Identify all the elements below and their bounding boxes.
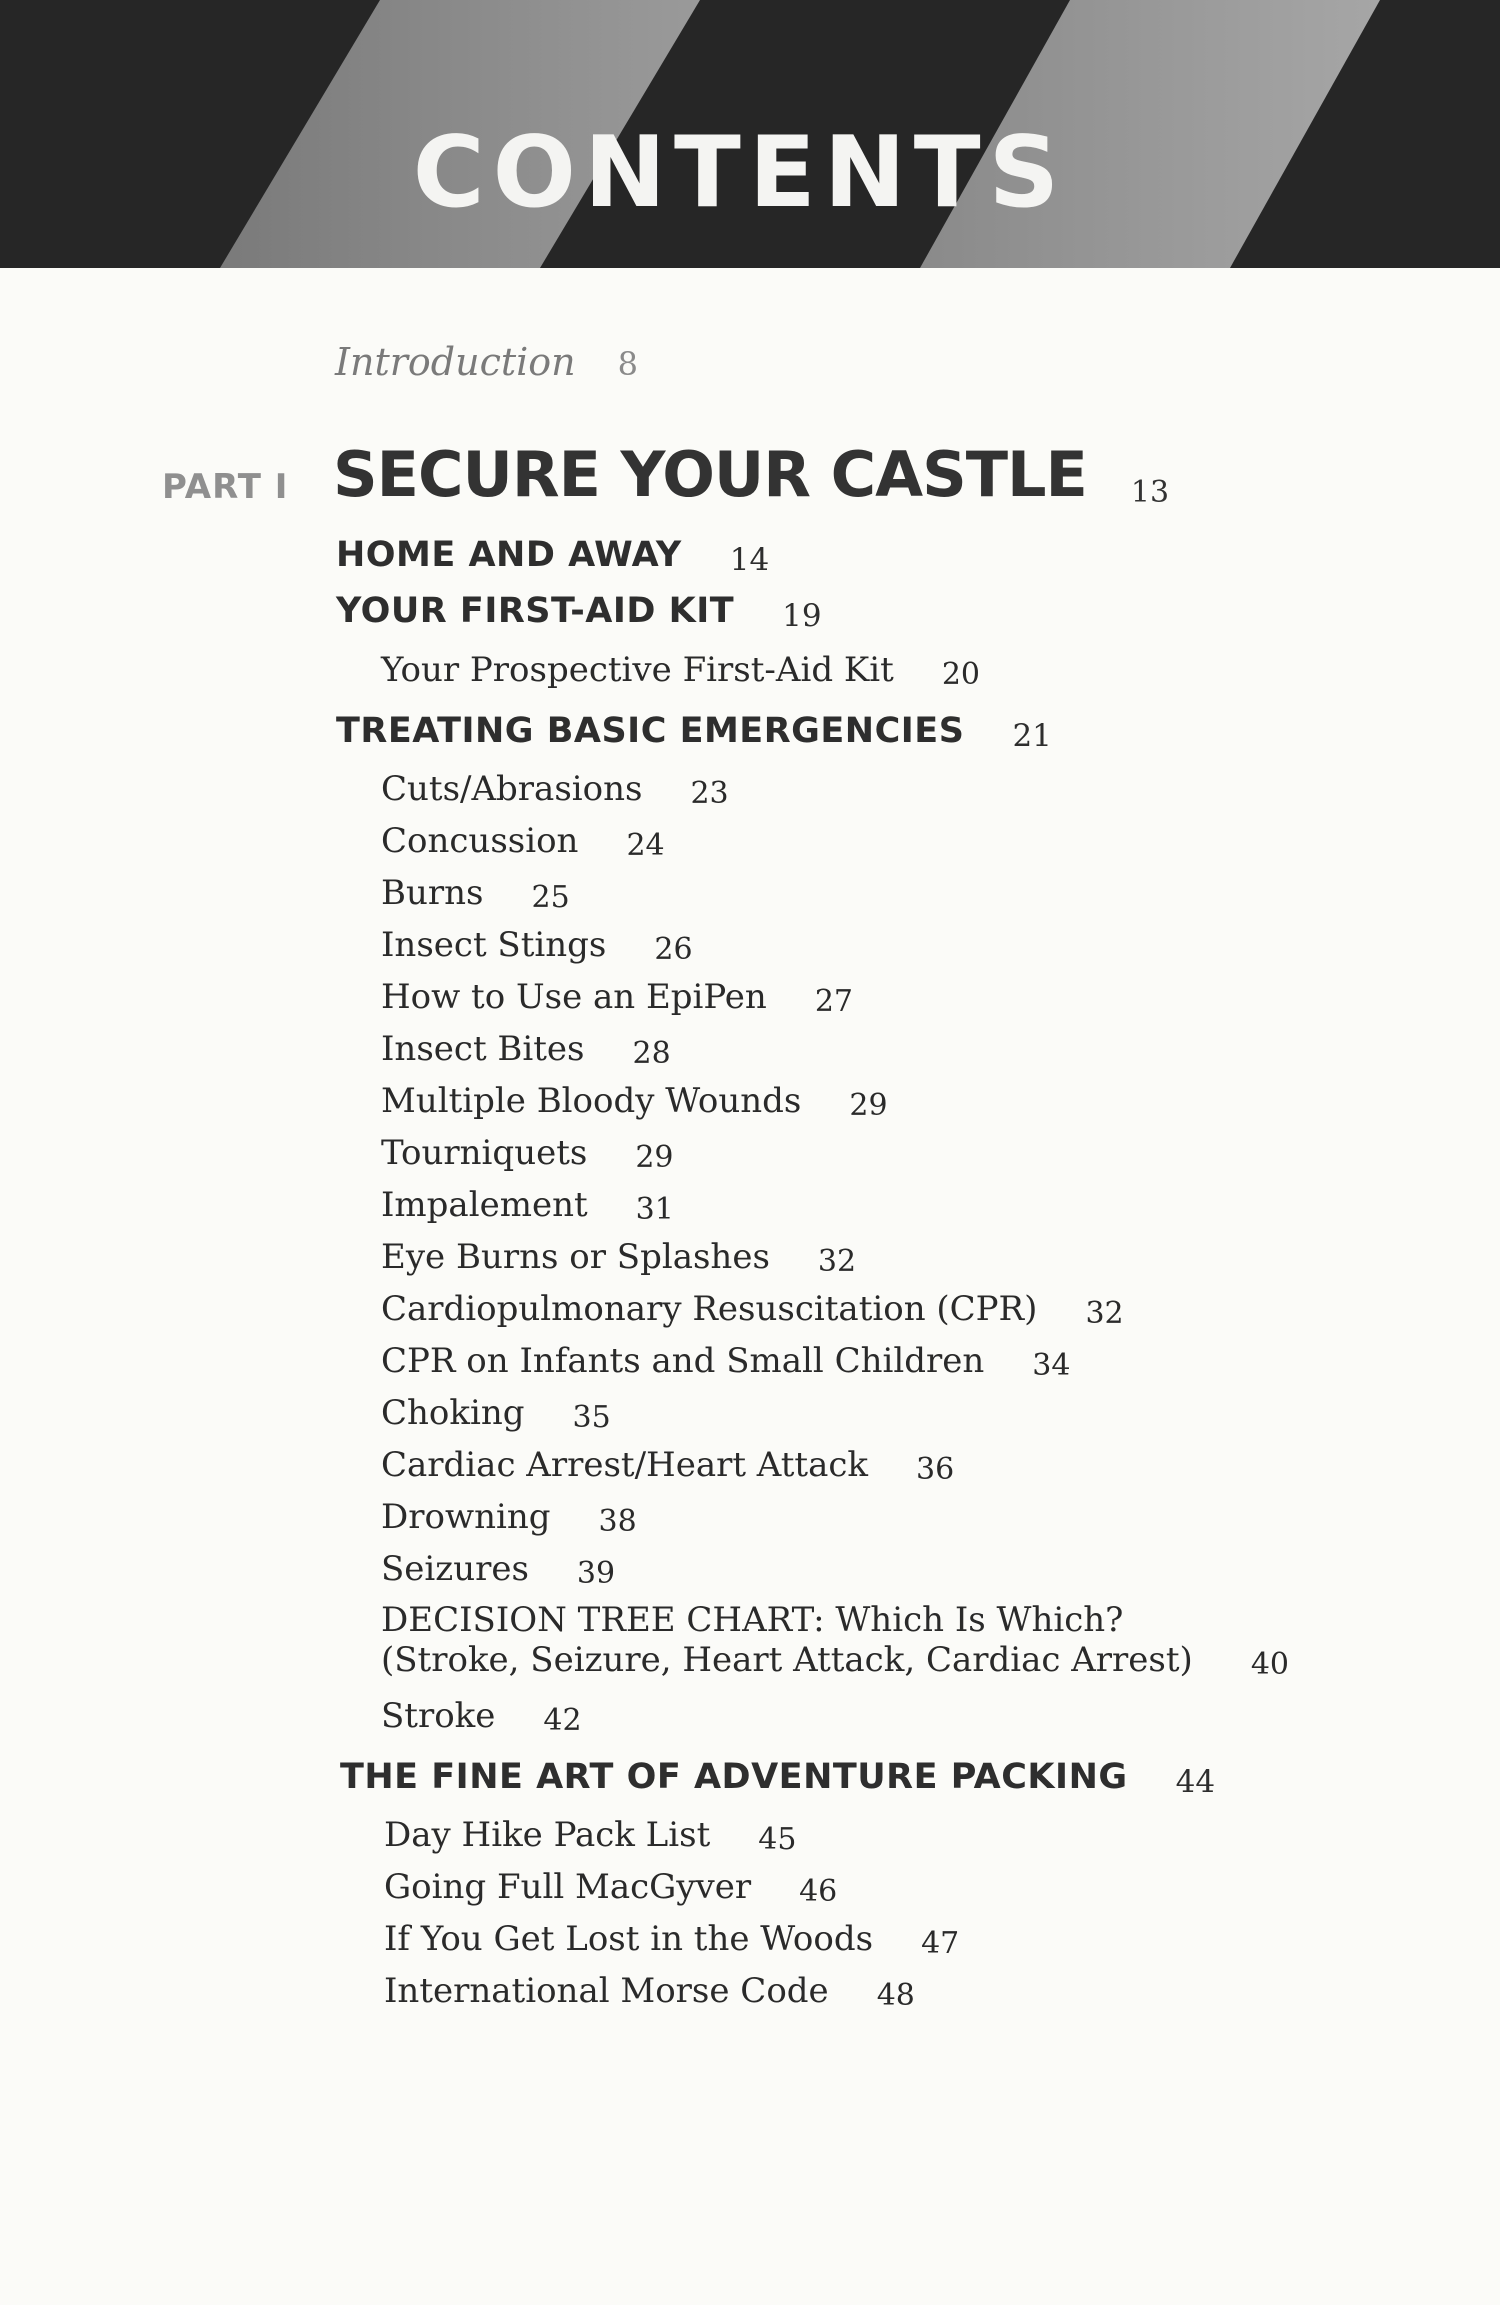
toc-item-label: Eye Burns or Splashes — [381, 1237, 770, 1277]
toc-part-title[interactable] — [333, 438, 1169, 511]
section-title: THE FINE ART OF ADVENTURE PACKING — [340, 1757, 1128, 1797]
toc-item-page: 38 — [598, 1504, 637, 1539]
section-title: TREATING BASIC EMERGENCIES — [336, 711, 965, 751]
toc-item-decision-tree[interactable] — [381, 1600, 1289, 1685]
toc-item-label: Insect Stings — [381, 925, 607, 965]
toc-item-label: Choking — [381, 1393, 525, 1433]
toc-introduction-page: 8 — [617, 345, 639, 383]
part-title-page: 13 — [1130, 475, 1170, 510]
toc-item-page: 32 — [817, 1244, 857, 1279]
toc-item-label: Cuts/Abrasions — [381, 769, 643, 809]
toc-item[interactable] — [381, 1185, 674, 1230]
toc-item-label: Stroke — [381, 1696, 496, 1736]
toc-item-page: 46 — [799, 1874, 838, 1909]
toc-item[interactable] — [381, 821, 665, 866]
toc-item-page: 35 — [572, 1400, 611, 1435]
toc-item[interactable] — [381, 1237, 856, 1282]
toc-section-home-and-away[interactable] — [336, 535, 769, 578]
toc-item-label: If You Get Lost in the Woods — [384, 1919, 874, 1959]
toc-item[interactable] — [384, 1815, 796, 1860]
section-page: 19 — [782, 598, 822, 634]
toc-item-page: 32 — [1085, 1296, 1124, 1331]
toc-item-label: Tourniquets — [381, 1133, 588, 1173]
toc-item-page: 31 — [635, 1192, 674, 1227]
toc-item-page: 48 — [876, 1978, 915, 2013]
toc-item[interactable] — [381, 925, 693, 970]
toc-item[interactable] — [381, 1341, 1070, 1386]
toc-item-label: Impalement — [381, 1185, 588, 1225]
toc-item-label: Concussion — [381, 821, 579, 861]
toc-item-label: Going Full MacGyver — [384, 1867, 752, 1907]
toc-item-label-line1: DECISION TREE CHART: Which Is Which? — [381, 1600, 1124, 1640]
section-title: YOUR FIRST-AID KIT — [336, 591, 735, 631]
toc-item-label: International Morse Code — [384, 1971, 829, 2011]
toc-item[interactable] — [381, 977, 853, 1022]
toc-item-label: Multiple Bloody Wounds — [381, 1081, 802, 1121]
toc-item-page: 24 — [626, 828, 665, 863]
toc-item-label: CPR on Infants and Small Children — [381, 1341, 985, 1381]
toc-item-label: How to Use an EpiPen — [381, 977, 767, 1017]
toc-introduction[interactable] — [335, 340, 638, 384]
toc-item-page: 20 — [941, 657, 981, 692]
toc-item[interactable] — [381, 1029, 671, 1074]
toc-item-page: 40 — [1250, 1647, 1289, 1682]
toc-item-page: 25 — [531, 880, 570, 915]
toc-section-treating-basic-emergencies[interactable] — [336, 711, 1052, 754]
toc-item[interactable] — [384, 1919, 959, 1964]
part-title-text: SECURE YOUR CASTLE — [333, 438, 1087, 511]
toc-section-first-aid-kit[interactable] — [336, 591, 822, 634]
toc-item[interactable] — [381, 1081, 888, 1126]
toc-item-label: Seizures — [381, 1549, 529, 1589]
toc-item-page: 45 — [758, 1822, 797, 1857]
toc-item-page: 29 — [849, 1088, 888, 1123]
toc-item[interactable] — [381, 873, 570, 918]
toc-item[interactable] — [381, 1393, 611, 1438]
toc-item-label: Your Prospective First-Aid Kit — [381, 650, 894, 690]
toc-item-label: Insect Bites — [381, 1029, 585, 1069]
toc-item-label: Cardiac Arrest/Heart Attack — [381, 1445, 869, 1485]
toc-item-label: Burns — [381, 873, 484, 913]
toc-item[interactable] — [381, 1133, 674, 1178]
toc-item-page: 28 — [632, 1036, 671, 1071]
toc-item[interactable] — [381, 1445, 954, 1490]
toc-item-page: 34 — [1032, 1348, 1071, 1383]
toc-item-label: Drowning — [381, 1497, 551, 1537]
toc-item[interactable] — [381, 769, 729, 814]
toc-item-label: Day Hike Pack List — [384, 1815, 711, 1855]
toc-item[interactable] — [381, 1549, 615, 1594]
part-label: PART I — [162, 467, 289, 507]
header-banner — [0, 0, 1500, 268]
toc-item[interactable] — [381, 1696, 582, 1741]
page-title: CONTENTS — [412, 116, 1068, 230]
toc-item-label-line2: (Stroke, Seizure, Heart Attack, Cardiac Arrest) — [381, 1640, 1193, 1680]
toc-section-adventure-packing[interactable] — [340, 1757, 1215, 1800]
toc-item-page: 42 — [543, 1703, 582, 1738]
section-page: 44 — [1175, 1764, 1216, 1800]
toc-item-page: 27 — [814, 984, 853, 1019]
toc-item[interactable] — [381, 1289, 1124, 1334]
toc-item[interactable] — [381, 1497, 637, 1542]
toc-item[interactable] — [384, 1971, 915, 2016]
toc-item[interactable] — [384, 1867, 837, 1912]
toc-item-page: 23 — [690, 776, 729, 811]
toc-item-page: 47 — [921, 1926, 960, 1961]
section-page: 21 — [1012, 718, 1052, 754]
toc-item-page: 36 — [916, 1452, 955, 1487]
toc-item[interactable] — [381, 650, 980, 695]
toc-introduction-label: Introduction — [335, 340, 576, 384]
toc-item-page: 39 — [576, 1556, 616, 1591]
toc-item-page: 26 — [654, 932, 693, 967]
section-page: 14 — [729, 542, 770, 578]
toc-item-page: 29 — [635, 1140, 674, 1175]
section-title: HOME AND AWAY — [336, 535, 682, 575]
toc-item-label: Cardiopulmonary Resuscitation (CPR) — [381, 1289, 1038, 1329]
